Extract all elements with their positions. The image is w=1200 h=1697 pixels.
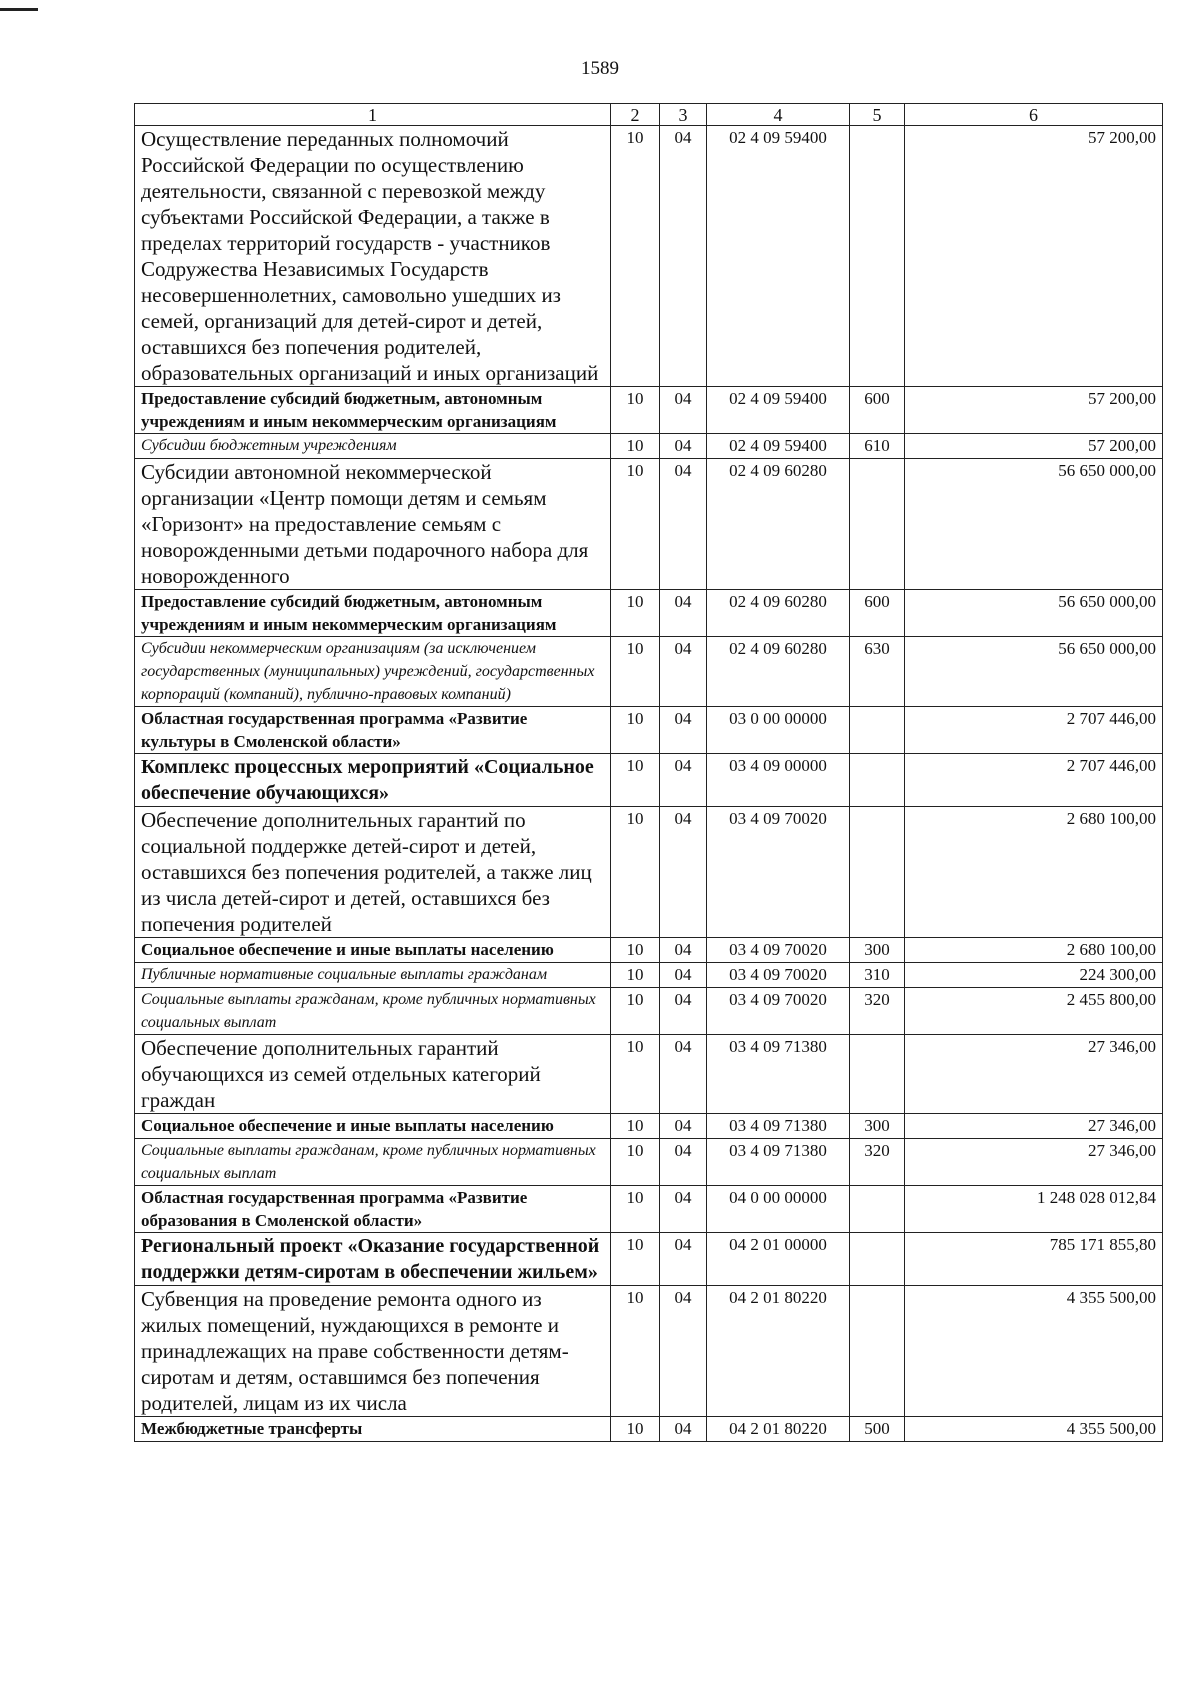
row-amount-cell: 2 680 100,00 xyxy=(905,938,1163,963)
row-target-article-cell: 04 2 01 80220 xyxy=(707,1286,850,1417)
row-section-cell: 10 xyxy=(611,387,660,434)
row-subsection-cell: 04 xyxy=(660,126,707,387)
row-expense-type-cell xyxy=(850,1286,905,1417)
page-number: 1589 xyxy=(581,58,619,79)
row-section-cell: 10 xyxy=(611,459,660,590)
row-amount-cell: 57 200,00 xyxy=(905,126,1163,387)
row-target-article-cell: 03 4 09 00000 xyxy=(707,754,850,807)
row-target-article-cell: 04 2 01 80220 xyxy=(707,1417,850,1442)
row-subsection-cell: 04 xyxy=(660,1139,707,1186)
table-row xyxy=(135,963,1163,988)
row-target-article-cell: 03 4 09 70020 xyxy=(707,963,850,988)
row-target-article-cell: 02 4 09 59400 xyxy=(707,126,850,387)
row-amount-cell: 56 650 000,00 xyxy=(905,590,1163,637)
row-section-cell: 10 xyxy=(611,590,660,637)
row-name-cell: Областная государственная программа «Развитие культуры в Смоленской области» xyxy=(135,707,611,754)
row-name-cell: Субсидии бюджетным учреждениям xyxy=(135,434,611,459)
row-subsection-cell: 04 xyxy=(660,1186,707,1233)
row-subsection-cell: 04 xyxy=(660,963,707,988)
row-section-cell: 10 xyxy=(611,938,660,963)
row-expense-type-cell xyxy=(850,1186,905,1233)
row-name-cell: Обеспечение дополнительных гарантий обучающихся из семей отдельных категорий граждан xyxy=(135,1035,611,1114)
row-expense-type-cell: 610 xyxy=(850,434,905,459)
row-amount-cell: 56 650 000,00 xyxy=(905,637,1163,707)
table-row xyxy=(135,938,1163,963)
row-name-cell: Областная государственная программа «Развитие образования в Смоленской области» xyxy=(135,1186,611,1233)
row-expense-type-cell: 320 xyxy=(850,988,905,1035)
header-col-3: 3 xyxy=(660,104,707,126)
row-subsection-cell: 04 xyxy=(660,938,707,963)
budget-table-body xyxy=(135,104,1163,1442)
row-name-cell: Межбюджетные трансферты xyxy=(135,1417,611,1442)
row-amount-cell: 4 355 500,00 xyxy=(905,1286,1163,1417)
row-name-cell: Субвенция на проведение ремонта одного из жилых помещений, нуждающихся в ремонте и принадлежащих на праве собственности детям-сиротам и детям, оставшимся без попечения родителей, лицам из их числа xyxy=(135,1286,611,1417)
table-row xyxy=(135,707,1163,754)
table-row xyxy=(135,1035,1163,1114)
row-amount-cell: 224 300,00 xyxy=(905,963,1163,988)
row-section-cell: 10 xyxy=(611,754,660,807)
row-name-cell: Субсидии автономной некоммерческой организации «Центр помощи детям и семьям «Горизонт» на предоставление семьям с новорожденными детьми подарочного набора для новорожденного xyxy=(135,459,611,590)
table-row xyxy=(135,988,1163,1035)
row-target-article-cell: 02 4 09 60280 xyxy=(707,459,850,590)
row-amount-cell: 4 355 500,00 xyxy=(905,1417,1163,1442)
table-row xyxy=(135,754,1163,807)
row-target-article-cell: 03 0 00 00000 xyxy=(707,707,850,754)
row-amount-cell: 57 200,00 xyxy=(905,434,1163,459)
row-expense-type-cell: 500 xyxy=(850,1417,905,1442)
row-expense-type-cell xyxy=(850,459,905,590)
row-subsection-cell: 04 xyxy=(660,1417,707,1442)
row-amount-cell: 2 707 446,00 xyxy=(905,707,1163,754)
row-amount-cell: 27 346,00 xyxy=(905,1114,1163,1139)
row-target-article-cell: 03 4 09 71380 xyxy=(707,1114,850,1139)
row-name-cell: Предоставление субсидий бюджетным, автономным учреждениям и иным некоммерческим организациям xyxy=(135,387,611,434)
table-row xyxy=(135,1186,1163,1233)
row-section-cell: 10 xyxy=(611,1417,660,1442)
budget-table xyxy=(134,103,1163,1442)
row-target-article-cell: 03 4 09 71380 xyxy=(707,1035,850,1114)
row-name-cell: Обеспечение дополнительных гарантий по социальной поддержке детей-сирот и детей, оставшихся без попечения родителей, а также лиц из числа детей-сирот и детей, оставшихся без попечения родителей xyxy=(135,807,611,938)
row-section-cell: 10 xyxy=(611,963,660,988)
row-expense-type-cell xyxy=(850,754,905,807)
row-expense-type-cell: 310 xyxy=(850,963,905,988)
row-expense-type-cell: 630 xyxy=(850,637,905,707)
header-col-4: 4 xyxy=(707,104,850,126)
row-name-cell: Предоставление субсидий бюджетным, автономным учреждениям и иным некоммерческим организациям xyxy=(135,590,611,637)
table-row xyxy=(135,1114,1163,1139)
row-subsection-cell: 04 xyxy=(660,1035,707,1114)
row-section-cell: 10 xyxy=(611,707,660,754)
row-expense-type-cell xyxy=(850,126,905,387)
row-subsection-cell: 04 xyxy=(660,707,707,754)
row-section-cell: 10 xyxy=(611,434,660,459)
table-header-row xyxy=(135,104,1163,126)
row-expense-type-cell xyxy=(850,1035,905,1114)
row-expense-type-cell xyxy=(850,1233,905,1286)
row-expense-type-cell: 320 xyxy=(850,1139,905,1186)
row-section-cell: 10 xyxy=(611,126,660,387)
row-expense-type-cell: 300 xyxy=(850,1114,905,1139)
row-subsection-cell: 04 xyxy=(660,590,707,637)
row-target-article-cell: 04 2 01 00000 xyxy=(707,1233,850,1286)
row-subsection-cell: 04 xyxy=(660,1286,707,1417)
row-amount-cell: 27 346,00 xyxy=(905,1139,1163,1186)
row-subsection-cell: 04 xyxy=(660,807,707,938)
table-row xyxy=(135,459,1163,590)
row-target-article-cell: 03 4 09 70020 xyxy=(707,988,850,1035)
table-row xyxy=(135,126,1163,387)
row-target-article-cell: 03 4 09 70020 xyxy=(707,807,850,938)
row-target-article-cell: 03 4 09 71380 xyxy=(707,1139,850,1186)
table-row xyxy=(135,387,1163,434)
row-amount-cell: 1 248 028 012,84 xyxy=(905,1186,1163,1233)
row-amount-cell: 57 200,00 xyxy=(905,387,1163,434)
row-expense-type-cell: 600 xyxy=(850,590,905,637)
row-section-cell: 10 xyxy=(611,1114,660,1139)
header-col-5: 5 xyxy=(850,104,905,126)
row-section-cell: 10 xyxy=(611,807,660,938)
header-col-2: 2 xyxy=(611,104,660,126)
row-amount-cell: 27 346,00 xyxy=(905,1035,1163,1114)
table-row xyxy=(135,1286,1163,1417)
row-target-article-cell: 04 0 00 00000 xyxy=(707,1186,850,1233)
row-section-cell: 10 xyxy=(611,1286,660,1417)
scan-edge-line xyxy=(0,8,38,11)
header-col-6: 6 xyxy=(905,104,1163,126)
row-amount-cell: 2 455 800,00 xyxy=(905,988,1163,1035)
table-row xyxy=(135,1233,1163,1286)
row-subsection-cell: 04 xyxy=(660,1114,707,1139)
row-expense-type-cell: 600 xyxy=(850,387,905,434)
table-row xyxy=(135,807,1163,938)
row-name-cell: Социальные выплаты гражданам, кроме публичных нормативных социальных выплат xyxy=(135,988,611,1035)
row-section-cell: 10 xyxy=(611,1035,660,1114)
row-section-cell: 10 xyxy=(611,1233,660,1286)
table-row xyxy=(135,590,1163,637)
row-subsection-cell: 04 xyxy=(660,1233,707,1286)
row-section-cell: 10 xyxy=(611,988,660,1035)
row-subsection-cell: 04 xyxy=(660,637,707,707)
row-section-cell: 10 xyxy=(611,637,660,707)
row-target-article-cell: 02 4 09 59400 xyxy=(707,434,850,459)
row-subsection-cell: 04 xyxy=(660,754,707,807)
row-name-cell: Социальные выплаты гражданам, кроме публичных нормативных социальных выплат xyxy=(135,1139,611,1186)
row-subsection-cell: 04 xyxy=(660,387,707,434)
row-name-cell: Социальное обеспечение и иные выплаты населению xyxy=(135,1114,611,1139)
row-name-cell: Публичные нормативные социальные выплаты гражданам xyxy=(135,963,611,988)
row-section-cell: 10 xyxy=(611,1186,660,1233)
header-col-1: 1 xyxy=(135,104,611,126)
row-target-article-cell: 03 4 09 70020 xyxy=(707,938,850,963)
row-name-cell: Региональный проект «Оказание государственной поддержки детям-сиротам в обеспечении жильем» xyxy=(135,1233,611,1286)
row-subsection-cell: 04 xyxy=(660,988,707,1035)
table-row xyxy=(135,1139,1163,1186)
row-name-cell: Социальное обеспечение и иные выплаты населению xyxy=(135,938,611,963)
row-target-article-cell: 02 4 09 60280 xyxy=(707,637,850,707)
row-subsection-cell: 04 xyxy=(660,434,707,459)
table-row xyxy=(135,434,1163,459)
row-expense-type-cell xyxy=(850,707,905,754)
row-amount-cell: 2 680 100,00 xyxy=(905,807,1163,938)
row-name-cell: Осуществление переданных полномочий Российской Федерации по осуществлению деятельности, связанной с перевозкой между субъектами Российской Федерации, а также в пределах территорий государств - участников Содружества Независимых Государств несовершеннолетних, самовольно ушедших из семей, организаций для детей-сирот и детей, оставшихся без попечения родителей, образовательных организаций и иных организаций xyxy=(135,126,611,387)
row-target-article-cell: 02 4 09 60280 xyxy=(707,590,850,637)
table-row xyxy=(135,637,1163,707)
row-expense-type-cell: 300 xyxy=(850,938,905,963)
row-amount-cell: 785 171 855,80 xyxy=(905,1233,1163,1286)
table-row xyxy=(135,1417,1163,1442)
row-subsection-cell: 04 xyxy=(660,459,707,590)
row-name-cell: Комплекс процессных мероприятий «Социальное обеспечение обучающихся» xyxy=(135,754,611,807)
row-target-article-cell: 02 4 09 59400 xyxy=(707,387,850,434)
row-amount-cell: 56 650 000,00 xyxy=(905,459,1163,590)
row-section-cell: 10 xyxy=(611,1139,660,1186)
row-expense-type-cell xyxy=(850,807,905,938)
row-name-cell: Субсидии некоммерческим организациям (за исключением государственных (муниципальных) учреждений, государственных корпораций (компаний), публично-правовых компаний) xyxy=(135,637,611,707)
row-amount-cell: 2 707 446,00 xyxy=(905,754,1163,807)
